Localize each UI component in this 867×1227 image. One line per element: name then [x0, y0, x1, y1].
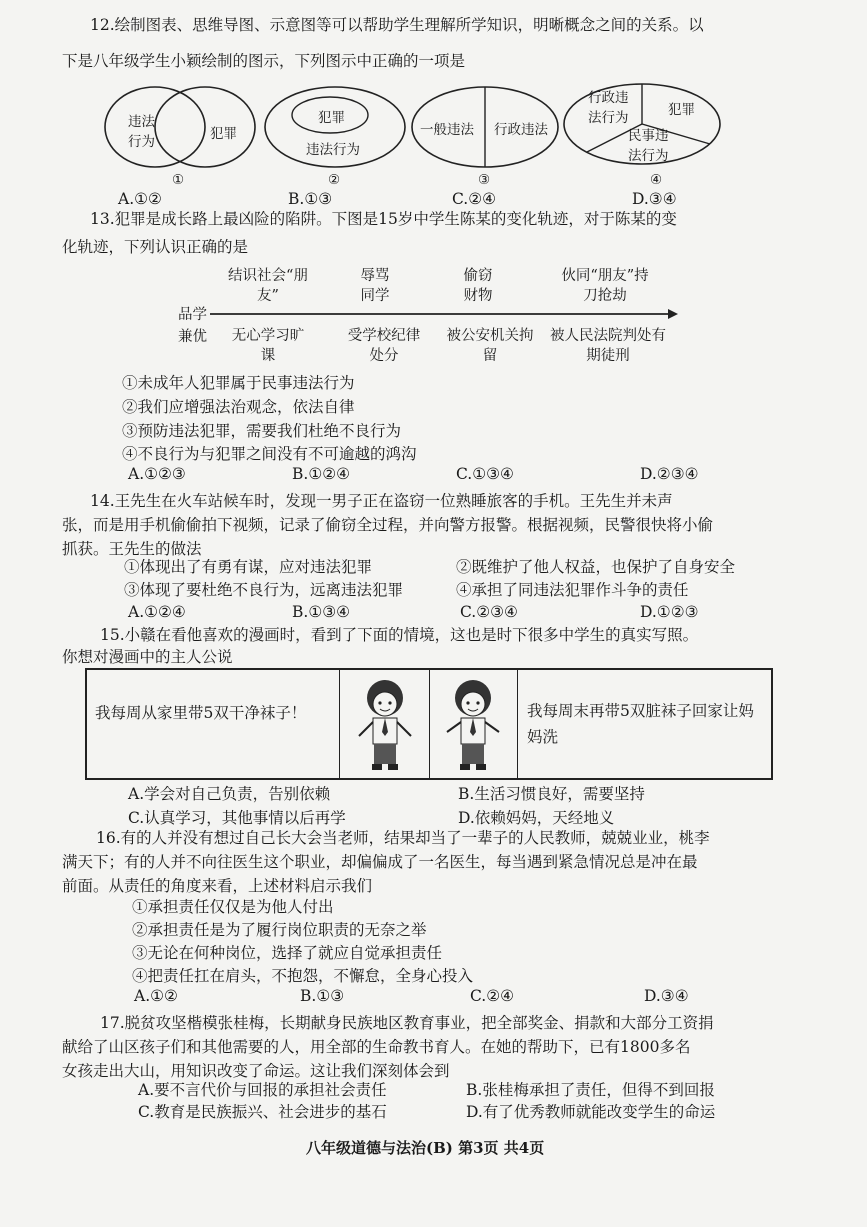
q13-bottom-1: 无心学习旷课: [231, 328, 305, 364]
q16-statement-3: ③无论在何种岗位，选择了就应自觉承担责任: [132, 944, 443, 962]
q12-option-c[interactable]: C.②④: [452, 190, 497, 208]
q17-option-b[interactable]: B.张桂梅承担了责任，但得不到回报: [466, 1081, 715, 1099]
q16-option-d[interactable]: D.③④: [644, 987, 689, 1005]
q14-option-d[interactable]: D.①②③: [640, 603, 699, 621]
q15-option-d[interactable]: D.依赖妈妈，天经地义: [458, 809, 615, 827]
d4-number: ④: [650, 172, 663, 188]
q13-option-a[interactable]: A.①②③: [128, 465, 186, 483]
q13-top-3: 偷窃财物: [463, 268, 493, 304]
d2-outer-label: 违法行为: [306, 142, 360, 158]
comic-divider-3: [517, 670, 518, 778]
q13-bottom-2: 受学校纪律处分: [347, 328, 421, 364]
d2-number: ②: [328, 172, 341, 188]
q17-stem-line1: 17.脱贫攻坚楷模张桂梅，长期献身民族地区教育事业，把全部奖金、捐款和大部分工资捐: [100, 1014, 714, 1032]
q12-option-a[interactable]: A.①②: [118, 190, 162, 208]
comic-boy-1-illustration: [349, 676, 421, 776]
q13-statement-2: ②我们应增强法治观念，依法自律: [122, 398, 355, 416]
q16-option-c[interactable]: C.②④: [470, 987, 515, 1005]
q14-statement-2: ②既维护了他人权益，也保护了自身安全: [456, 558, 736, 576]
q13-statement-4: ④不良行为与犯罪之间没有不可逾越的鸿沟: [122, 445, 417, 463]
q13-statement-1: ①未成年人犯罪属于民事违法行为: [122, 374, 355, 392]
comic-divider-2: [429, 670, 430, 778]
q13-timeline-arrow: [210, 306, 680, 322]
q14-statement-4: ④承担了同违法犯罪作斗争的责任: [456, 581, 689, 599]
q17-option-c[interactable]: C.教育是民族振兴、社会进步的基石: [138, 1103, 387, 1121]
q13-stem-line2: 化轨迹，下列认识正确的是: [62, 238, 249, 256]
q13-start-label: 品学兼优: [178, 307, 207, 345]
q15-option-c[interactable]: C.认真学习，其他事情以后再学: [128, 809, 346, 827]
q15-option-b[interactable]: B.生活习惯良好，需要坚持: [458, 785, 645, 803]
comic-left-text: 我每周从家里带5双干净袜子！: [95, 704, 307, 722]
comic-right-text: 我每周末再带5双脏袜子回家让妈妈洗: [527, 702, 754, 746]
q13-stem-line1: 13.犯罪是成长路上最凶险的陷阱。下图是15岁中学生陈某的变化轨迹，对于陈某的变: [90, 210, 677, 228]
q17-stem-line3: 女孩走出大山，用知识改变了命运。这让我们深刻体会到: [62, 1062, 450, 1080]
q13-option-d[interactable]: D.②③④: [640, 465, 699, 483]
q16-option-b[interactable]: B.①③: [300, 987, 345, 1005]
comic-divider-1: [339, 670, 340, 778]
q14-statement-3: ③体现了要杜绝不良行为，远离违法犯罪: [124, 581, 404, 599]
q16-stem-line2: 满天下；有的人并不向往医生这个职业，却偏偏成了一名医生，每当遇到紧急情况总是冲在最: [62, 853, 698, 871]
q17-option-a[interactable]: A.要不言代价与回报的承担社会责任: [138, 1081, 387, 1099]
q13-top-2: 辱骂同学: [360, 268, 390, 304]
q12-option-d[interactable]: D.③④: [632, 190, 677, 208]
q14-stem-line3: 抓获。王先生的做法: [62, 540, 202, 558]
d4-c-label: 民事违法行为: [628, 128, 669, 164]
q14-option-c[interactable]: C.②③④: [460, 603, 518, 621]
q16-stem-line3: 前面。从责任的角度来看，上述材料启示我们: [62, 877, 373, 895]
d3-number: ③: [478, 172, 491, 188]
q16-stem-line1: 16.有的人并没有想过自己长大会当老师，结果却当了一辈子的人民教师，兢兢业业，桃李: [96, 829, 710, 847]
q12-option-b[interactable]: B.①③: [288, 190, 333, 208]
q14-stem-line2: 张，而是用手机偷偷拍下视频，记录了偷窃全过程，并向警方报警。根据视频，民警很快将小偷: [62, 516, 714, 534]
q15-comic-box: [85, 668, 773, 780]
d3-right-label: 行政违法: [494, 122, 548, 138]
q13-top-4: 伙同“朋友”持刀抢劫: [561, 268, 649, 304]
q16-statement-2: ②承担责任是为了履行岗位职责的无奈之举: [132, 921, 427, 939]
q14-option-a[interactable]: A.①②④: [128, 603, 186, 621]
q15-stem-line2: 你想对漫画中的主人公说: [62, 648, 233, 666]
q14-option-b[interactable]: B.①③④: [292, 603, 351, 621]
page-footer: 八年级道德与法治(B) 第3页 共4页: [306, 1139, 545, 1157]
q15-option-a[interactable]: A.学会对自己负责，告别依赖: [128, 785, 331, 803]
q12-stem-line1: 12.绘制图表、思维导图、示意图等可以帮助学生理解所学知识，明晰概念之间的关系。以: [90, 16, 704, 34]
q13-option-c[interactable]: C.①③④: [456, 465, 514, 483]
d2-inner-label: 犯罪: [318, 110, 345, 126]
q16-statement-1: ①承担责任仅仅是为他人付出: [132, 898, 334, 916]
q13-option-b[interactable]: B.①②④: [292, 465, 351, 483]
d1-left-label: 违法行为: [128, 114, 155, 150]
q15-stem-line1: 15.小赣在看他喜欢的漫画时，看到了下面的情境，这也是时下很多中学生的真实写照。: [100, 626, 699, 644]
d4-b-label: 犯罪: [668, 102, 695, 118]
comic-boy-2-illustration: [437, 676, 509, 776]
d4-a-label: 行政违法行为: [588, 90, 629, 126]
q16-statement-4: ④把责任扛在肩头，不抱怨，不懈怠，全身心投入: [132, 967, 474, 985]
q14-stem-line1: 14.王先生在火车站候车时，发现一男子正在盗窃一位熟睡旅客的手机。王先生并未声: [90, 492, 673, 510]
q13-statement-3: ③预防违法犯罪，需要我们杜绝不良行为: [122, 422, 402, 440]
q17-option-d[interactable]: D.有了优秀教师就能改变学生的命运: [466, 1103, 716, 1121]
d3-left-label: 一般违法: [420, 122, 474, 138]
q16-option-a[interactable]: A.①②: [134, 987, 178, 1005]
q14-statement-1: ①体现出了有勇有谋，应对违法犯罪: [124, 558, 373, 576]
q17-stem-line2: 献给了山区孩子们和其他需要的人，用全部的生命教书育人。在她的帮助下，已有1800多名: [62, 1038, 691, 1056]
q13-top-1: 结识社会“朋友”: [228, 268, 308, 304]
q12-stem-line2: 下是八年级学生小颖绘制的图示，下列图示中正确的一项是: [62, 52, 466, 70]
d1-right-label: 犯罪: [210, 126, 237, 142]
q13-bottom-3: 被公安机关拘留: [446, 328, 534, 364]
d1-number: ①: [172, 172, 185, 188]
q13-bottom-4: 被人民法院判处有期徒刑: [550, 328, 666, 364]
